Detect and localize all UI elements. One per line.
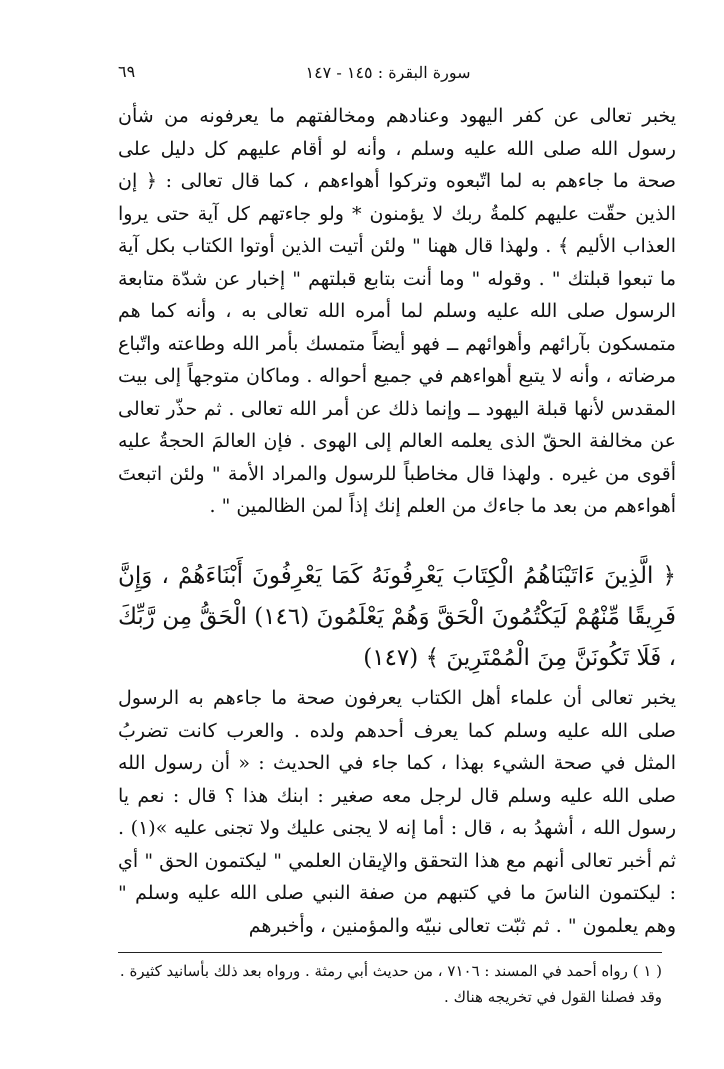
footnote-separator (118, 952, 662, 953)
page-number: ٦٩ (118, 62, 136, 81)
commentary-paragraph-1: يخبر تعالى عن كفر اليهود وعنادهم ومخالفتهم ما يعرفونه من شأن رسول الله صلى الله عليه وسلم ، وأنه لو أقام عليهم كل دليل على صحة ما جاءهم به لما اتّبعوه وتركوا أهواءهم ، كما قال تعالى : ﴿ إن الذين حقّت عليهم كلمةُ ربك لا يؤمنون * ولو جاءتهم كل آية حتى يروا العذاب الأليم ﴾ . ولهذا قال ههنا " ولئن أتيت الذين أوتوا الكتاب بكل آية ما تبعوا قبلتك " . وقوله " وما أنت بتابع قبلتهم " إخبار عن شدّة متابعة الرسول صلى الله عليه وسلم لما أمره الله تعالى به ، وأنه كما هم متمسكون بآرائهم وأهوائهم ــ فهو أيضاً متمسك بأمر الله وطاعته واتّباع مرضاته ، وأنه لا يتبع أهواءهم في جميع أحواله . وماكان متوجهاً إلى بيت المقدس لأنها قبلة اليهود ــ وإنما ذلك عن أمر الله تعالى . ثم حذّر تعالى عن مخالفة الحقّ الذى يعلمه العالم إلى الهوى . فإن العالمَ الحجةُ عليه أقوى من غيره . ولهذا قال مخاطباً للرسول والمراد الأمة " ولئن اتبعتَ أهواءهم من بعد ما جاءك من العلم إنك إذاً لمن الظالمين " . (118, 105, 676, 517)
footnote-line-1: ( ١ ) رواه أحمد في المسند : ٧١٠٦ ، من حديث أبي رمثة . ورواه بعد ذلك بأسانيد كثيرة . (119, 962, 662, 980)
running-header: سورة البقرة : ١٤٥ - ١٤٧ (305, 62, 471, 82)
commentary-paragraph-2: يخبر تعالى أن علماء أهل الكتاب يعرفون صحة ما جاءهم به الرسول صلى الله عليه وسلم كما يعرف أحدهم ولده . والعرب كانت تضربُ المثل في صحة الشيء بهذا ، كما جاء في الحديث : « أن رسول الله صلى الله عليه وسلم قال لرجل معه صغير : ابنك هذا ؟ قال : نعم يا رسول الله ، أشهدُ به ، قال : أما إنه لا يجنى عليك ولا تجنى عليه »(١) . ثم أخبر تعالى أنهم مع هذا التحقق والإيقان العلمي " ليكتمون الحق " أي : ليكتمون الناسَ ما في كتبهم من صفة النبي صلى الله عليه وسلم " وهم يعلمون " . ثم ثبّت تعالى نبيّه والمؤمنين ، وأخبرهم (118, 687, 676, 937)
quran-verse-146-147: ﴿ الَّذِينَ ءَاتَيْنَاهُمُ الْكِتَابَ يَعْرِفُونَهُ كَمَا يَعْرِفُونَ أَبْنَاءَهُمْ ، وَإِنَّ فَرِيقًا مِّنْهُمْ لَيَكْتُمُونَ الْحَقَّ وَهُمْ يَعْلَمُونَ (١٤٦) الْحَقُّ مِن رَّبِّكَ ، فَلَا تَكُونَنَّ مِنَ الْمُمْتَرِينَ ﴾ (١٤٧) (118, 563, 676, 671)
footnote-line-2: وقد فصلنا القول في تخريجه هناك . (444, 988, 662, 1006)
footnotes (118, 958, 662, 1010)
